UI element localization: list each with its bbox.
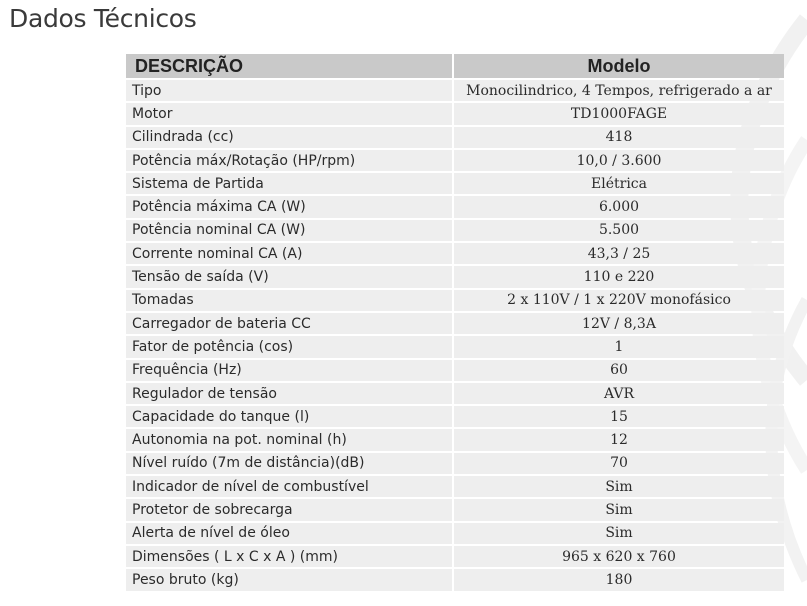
table-row <box>126 429 784 450</box>
table-row <box>126 546 784 567</box>
table-row <box>126 220 784 241</box>
table-row <box>126 360 784 381</box>
table-body <box>126 80 784 591</box>
table-row <box>126 476 784 497</box>
row-value: 10,0 / 3.600 <box>454 150 784 171</box>
table-row <box>126 103 784 124</box>
row-label: Dimensões ( L x C x A ) (mm) <box>126 546 454 567</box>
table-row <box>126 80 784 101</box>
row-value: 418 <box>454 127 784 148</box>
table-row <box>126 290 784 311</box>
row-value: 5.500 <box>454 220 784 241</box>
header-description: DESCRIÇÃO <box>126 54 454 78</box>
table-row <box>126 336 784 357</box>
page-title: Dados Técnicos <box>9 4 197 33</box>
table-row <box>126 150 784 171</box>
row-value: 15 <box>454 406 784 427</box>
row-value: Monocilindrico, 4 Tempos, refrigerado a ar <box>454 80 784 101</box>
table-row <box>126 383 784 404</box>
row-value: Elétrica <box>454 173 784 194</box>
row-value: 6.000 <box>454 196 784 217</box>
row-value: Sim <box>454 476 784 497</box>
table-header-row <box>126 54 784 78</box>
row-label: Potência nominal CA (W) <box>126 220 454 241</box>
row-label: Carregador de bateria CC <box>126 313 454 334</box>
header-model: Modelo <box>454 54 784 78</box>
row-label: Fator de potência (cos) <box>126 336 454 357</box>
row-value: 12V / 8,3A <box>454 313 784 334</box>
spec-table <box>126 52 784 593</box>
row-value: 43,3 / 25 <box>454 243 784 264</box>
row-value: TD1000FAGE <box>454 103 784 124</box>
row-value: 2 x 110V / 1 x 220V monofásico <box>454 290 784 311</box>
row-label: Indicador de nível de combustível <box>126 476 454 497</box>
table-row <box>126 266 784 287</box>
row-label: Cilindrada (cc) <box>126 127 454 148</box>
table-row <box>126 173 784 194</box>
row-value: 60 <box>454 360 784 381</box>
row-label: Autonomia na pot. nominal (h) <box>126 429 454 450</box>
table-row <box>126 499 784 520</box>
table-row <box>126 453 784 474</box>
row-value: 12 <box>454 429 784 450</box>
table-row <box>126 127 784 148</box>
table-row <box>126 569 784 590</box>
row-label: Corrente nominal CA (A) <box>126 243 454 264</box>
table-row <box>126 243 784 264</box>
row-value: 70 <box>454 453 784 474</box>
table-row <box>126 313 784 334</box>
row-label: Potência máx/Rotação (HP/rpm) <box>126 150 454 171</box>
row-label: Protetor de sobrecarga <box>126 499 454 520</box>
table-row <box>126 196 784 217</box>
row-label: Nível ruído (7m de distância)(dB) <box>126 453 454 474</box>
row-label: Alerta de nível de óleo <box>126 523 454 544</box>
row-label: Potência máxima CA (W) <box>126 196 454 217</box>
row-value: 1 <box>454 336 784 357</box>
row-label: Tensão de saída (V) <box>126 266 454 287</box>
table-row <box>126 406 784 427</box>
row-value: Sim <box>454 499 784 520</box>
row-label: Regulador de tensão <box>126 383 454 404</box>
row-label: Sistema de Partida <box>126 173 454 194</box>
row-value: AVR <box>454 383 784 404</box>
table-row <box>126 523 784 544</box>
row-label: Motor <box>126 103 454 124</box>
row-label: Tipo <box>126 80 454 101</box>
row-value: 110 e 220 <box>454 266 784 287</box>
row-label: Capacidade do tanque (l) <box>126 406 454 427</box>
row-value: 180 <box>454 569 784 590</box>
row-value: 965 x 620 x 760 <box>454 546 784 567</box>
row-label: Frequência (Hz) <box>126 360 454 381</box>
row-value: Sim <box>454 523 784 544</box>
row-label: Peso bruto (kg) <box>126 569 454 590</box>
row-label: Tomadas <box>126 290 454 311</box>
